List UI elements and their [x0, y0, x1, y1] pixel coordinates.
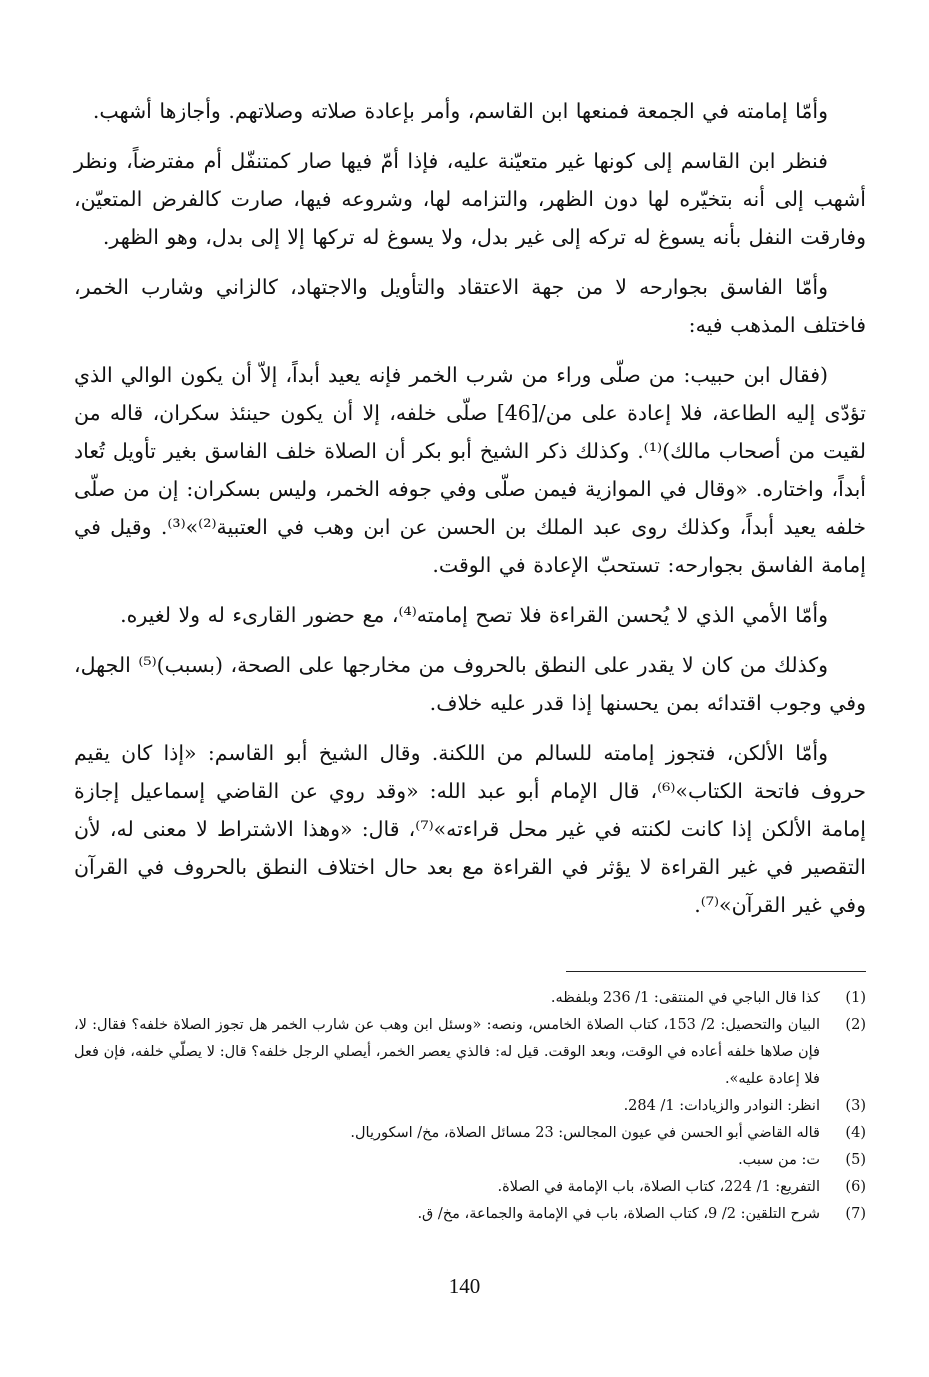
footnote: [74, 1174, 866, 1201]
footnote-text: شرح التلقين: 2/ 9، كتاب الصلاة، باب في الإمامة والجماعة، مخ/ ق.: [417, 1206, 820, 1222]
footnote-number: (1): [845, 990, 866, 1006]
footnote: [74, 1012, 866, 1093]
footnote-number: (2): [845, 1017, 866, 1033]
footnote: [74, 1120, 866, 1147]
paragraph: وأمّا الألكن، فتجوز إمامته للسالم من اللكنة. وقال الشيخ أبو القاسم: «إذا كان يقيم حروف فاتحة الكتاب»⁽⁶⁾، قال الإمام أبو عبد الله: «وقد روي عن القاضي إسماعيل إجازة إمامة الألكن إذا كانت لكنته في غير محل قراءته»⁽⁷⁾، قال: «وهذا الاشتراط لا معنى له، لأن التقصير في غير القراءة لا يؤثر في القراءة مع بعد حال اختلاف النطق بالحروف في القرآن وفي غير القرآن»⁽⁷⁾.: [74, 741, 866, 917]
paragraph: وأمّا الأمي الذي لا يُحسن القراءة فلا تصح إمامته⁽⁴⁾، مع حضور القارىء له ولا لغيره.: [120, 603, 828, 627]
footnote: [74, 1093, 866, 1120]
footnote-text: قاله القاضي أبو الحسن في عيون المجالس: 23 مسائل الصلاة، مخ/ اسكوريال.: [350, 1125, 820, 1141]
footnote-number: (5): [845, 1152, 866, 1168]
footnote-divider: [566, 971, 866, 972]
footnote-number: (7): [845, 1206, 866, 1222]
footnote-number: (4): [845, 1125, 866, 1141]
footnotes: [74, 985, 866, 1228]
footnote: [74, 985, 866, 1012]
page-number: 140: [448, 1274, 481, 1298]
footnote-text: التفريع: 1/ 224، كتاب الصلاة، باب الإمامة في الصلاة.: [497, 1179, 820, 1195]
footnote: [74, 1147, 866, 1174]
paragraph: وكذلك من كان لا يقدر على النطق بالحروف من مخارجها على الصحة، (بسبب)⁽⁵⁾ الجهل، وفي وجوب اقتدائه بمن يحسنها إذا قدر عليه خلاف.: [74, 653, 866, 715]
paragraph: فنظر ابن القاسم إلى كونها غير متعيّنة عليه، فإذا أمّ فيها صار كمتنفّل أم مفترضاً، ونظر أشهب إلى أنه بتخيّره لها دون الظهر، والتزامه لها، وشروعه فيها، صارت كالفرض المتعيّن، وفارقت النفل بأنه يسوغ له تركه إلى غير بدل، ولا يسوغ له تركها إلا إلى بدل، وهو الظهر.: [74, 149, 866, 249]
footnote: [74, 1201, 866, 1228]
paragraph: وأمّا إمامته في الجمعة فمنعها ابن القاسم، وأمر بإعادة صلاته وصلاتهم. وأجازها أشهب.: [92, 99, 828, 123]
footnote-text: ت: من سبب.: [738, 1152, 820, 1168]
main-text: [74, 92, 866, 936]
paragraph: (فقال ابن حبيب: من صلّى وراء من شرب الخمر فإنه يعيد أبداً، إلاّ أن يكون الوالي الذي تؤدّى إليه الطاعة، فلا إعادة على من/[46] صلّى خلفه، إلا أن يكون حينئذ سكران، قاله من لقيت من أصحاب مالك)⁽¹⁾. وكذلك ذكر الشيخ أبو بكر أن الصلاة خلف الفاسق بغير تأويل تُعاد أبداً، واختاره. «وقال في الموازية فيمن صلّى وفي جوفه الخمر، وليس بسكران: إن من صلّى خلفه يعيد أبداً، وكذلك روى عبد الملك بن الحسن عن ابن وهب في العتبية⁽²⁾»⁽³⁾. وقيل في إمامة الفاسق بجوارحه: تستحبّ الإعادة في الوقت.: [74, 363, 866, 577]
footnote-number: (6): [845, 1179, 866, 1195]
footnote-text: كذا قال الباجي في المنتقى: 1/ 236 وبلفظه.: [550, 990, 820, 1006]
footnote-text: البيان والتحصيل: 2/ 153، كتاب الصلاة الخامس، ونصه: «وسئل ابن وهب عن شارب الخمر هل تجوز الصلاة خلفه؟ فقال: لا، فإن صلاها خلفه أعاده في الوقت، وبعد الوقت. قيل له: فالذي يعصر الخمر، أيصلي الرجل خلفه؟ قال: لا يصلّي خلفه، فإن فعل فلا إعادة عليه».: [74, 1017, 820, 1087]
footnote-text: انظر: النوادر والزيادات: 1/ 284.: [623, 1098, 820, 1114]
paragraph: وأمّا الفاسق بجوارحه لا من جهة الاعتقاد والتأويل والاجتهاد، كالزاني وشارب الخمر، فاختلف المذهب فيه:: [74, 275, 866, 337]
footnote-number: (3): [845, 1098, 866, 1114]
